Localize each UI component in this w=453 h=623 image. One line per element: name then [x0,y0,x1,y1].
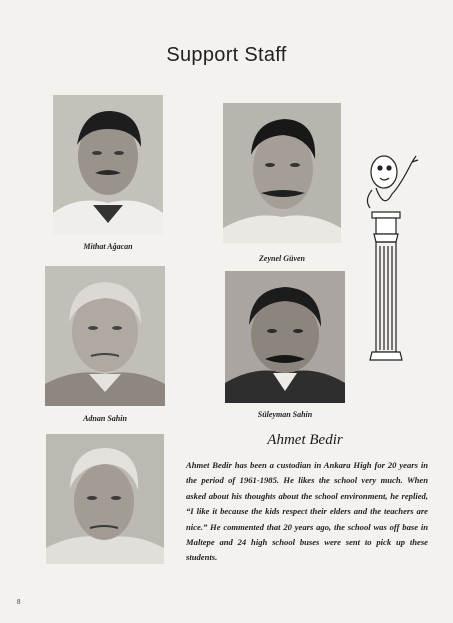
staff-photo-4 [225,271,345,403]
cartoon-figure-on-column-icon [362,150,422,365]
staff-caption-2: Zeynel Güven [259,254,305,263]
portrait-icon [223,103,341,243]
feature-heading: Ahmet Bedir [267,432,343,448]
portrait-icon [45,266,165,406]
page-title: Support Staff [166,44,287,66]
portrait-icon [225,271,345,403]
portrait-icon [53,95,163,235]
portrait-icon [46,434,164,564]
feature-body: Ahmet Bedir has been a custodian in Ankara High for 20 years in the period of 1961-1985. He likes the school very much. When asked about his thoughts about the school environment, he replied, “I like it because the kids respect their elders and the teachers are nice.” He commented that 20 years ago, the school was off base in Maltepe and 24 high school buses were sent to pick up these students. [186,460,428,563]
staff-caption-1: Mithat Ağacan [83,242,133,251]
staff-photo-3 [45,266,165,406]
page-number: 8 [17,598,21,606]
staff-caption-3: Adnan Sahin [83,414,127,423]
staff-photo-1 [53,95,163,235]
staff-photo-2 [223,103,341,243]
staff-photo-5 [46,434,164,564]
staff-caption-4: Süleyman Sahin [257,410,313,419]
